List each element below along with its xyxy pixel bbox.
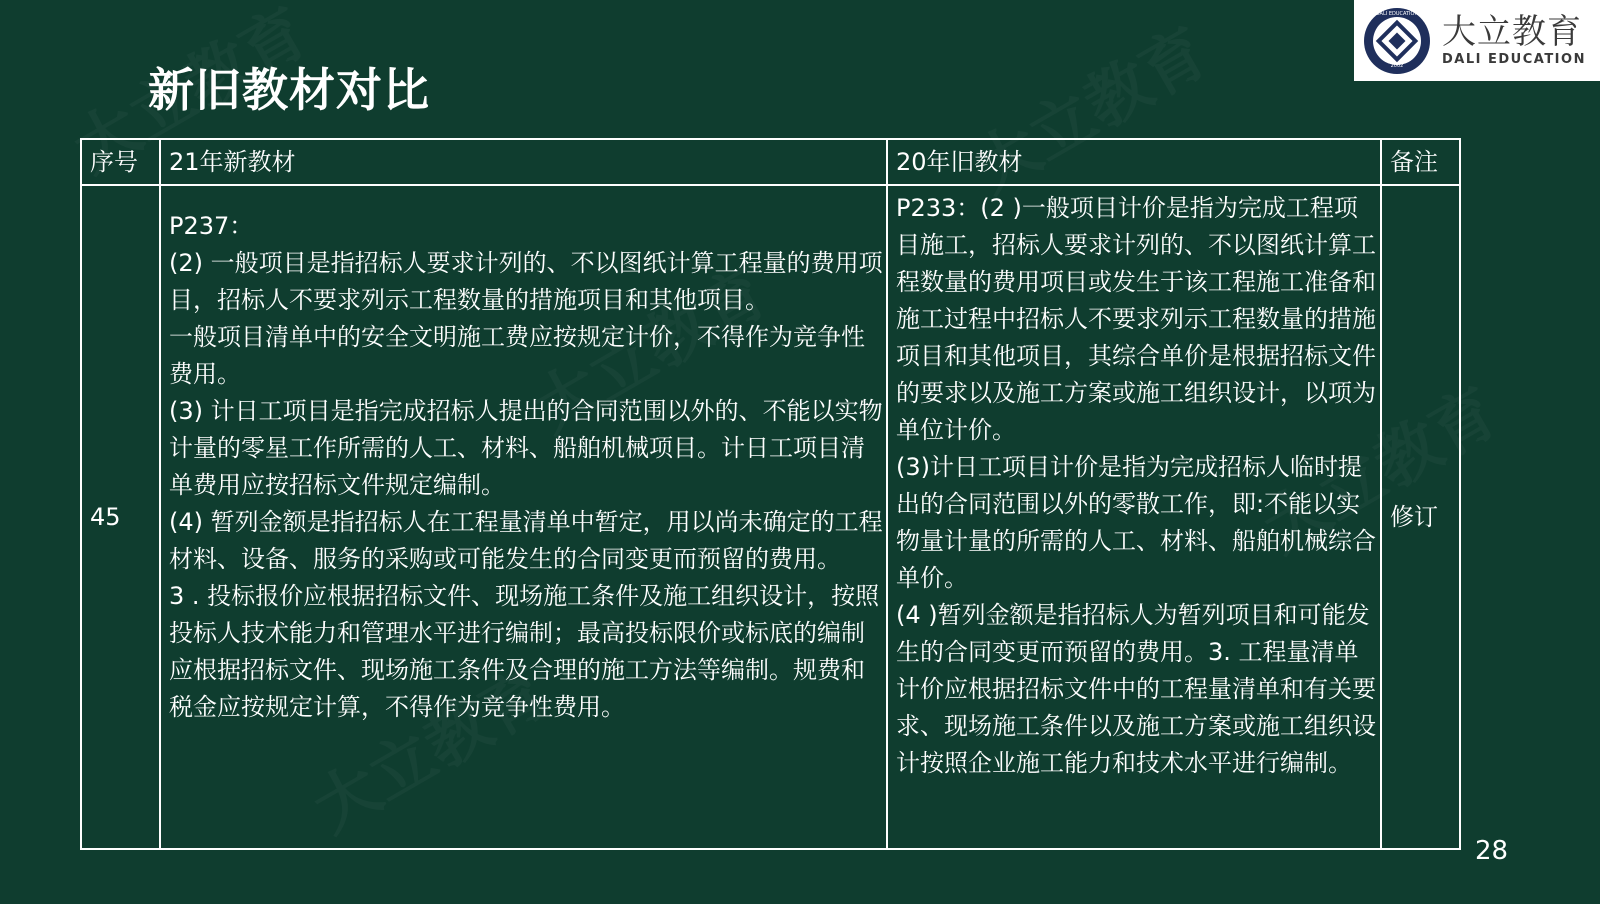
old-textbook-cell <box>887 185 1381 849</box>
logo-chinese-name: 大立教育 <box>1442 12 1582 52</box>
header-old-textbook: 20年旧教材 <box>887 139 1381 185</box>
logo-ring-text: DALI EDUCATION <box>1375 10 1419 17</box>
page-number: 28 <box>1475 836 1509 866</box>
table-row <box>81 185 1460 849</box>
old-textbook-text: P233：(2 )一般项目计价是指为完成工程项目施工，招标人要求计列的、不以图纸计算工程数量的费用项目或发生于该工程施工准备和施工过程中招标人不要求列示工程数量的措施项目和其他项目，其综合单价是根据招标文件的要求以及施工方案或施工组织设计，以项为单位计价。 (3)计日工项目计价是指为完成招标人临时提出的合同范围以外的零散工作，即:不能以实物量计量的所需的人工、材料、船舶机械综合单价。 (4 )暂列金额是指招标人为暂列项目和可能发生的合同变更而预留的费用。3. 工程量清单计价应根据招标文件中的工程量清单和有关要求、现场施工条件以及施工方案或施工组织设计按照企业施工能力和技术水平进行编制。 <box>896 194 1376 777</box>
brand-emblem-icon <box>1362 6 1432 76</box>
row-number: 45 <box>81 185 160 849</box>
header-remark: 备注 <box>1381 139 1460 185</box>
slide-title: 新旧教材对比 <box>148 63 430 117</box>
table-header-row <box>81 139 1460 185</box>
logo-english-name: DALI EDUCATION <box>1442 52 1586 67</box>
brand-logo <box>1354 0 1600 81</box>
header-new-textbook: 21年新教材 <box>160 139 887 185</box>
remark-cell: 修订 <box>1381 185 1460 849</box>
new-textbook-cell <box>160 185 887 849</box>
header-index: 序号 <box>81 139 160 185</box>
new-textbook-text: P237： (2) 一般项目是指招标人要求计列的、不以图纸计算工程量的费用项目，招标人不要求列示工程数量的措施项目和其他项目。 一般项目清单中的安全文明施工费应按规定计价，不得作为竞争性费用。 (3) 计日工项目是指完成招标人提出的合同范围以外的、不能以实物计量的零星工作所需的人工、材料、船舶机械项目。计日工项目清单费用应按招标文件规定编制。 (4) 暂列金额是指招标人在工程量清单中暂定，用以尚未确定的工程材料、设备、服务的采购或可能发生的合同变更而预留的费用。 3 . 投标报价应根据招标文件、现场施工条件及施工组织设计，按照投标人技术能力和管理水平进行编制；最高投标限价或标底的编制应根据招标文件、现场施工条件及合理的施工方法等编制。规费和税金应按规定计算，不得作为竞争性费用。 <box>169 212 883 721</box>
comparison-table <box>80 138 1461 850</box>
logo-year: 2002 <box>1390 62 1404 69</box>
